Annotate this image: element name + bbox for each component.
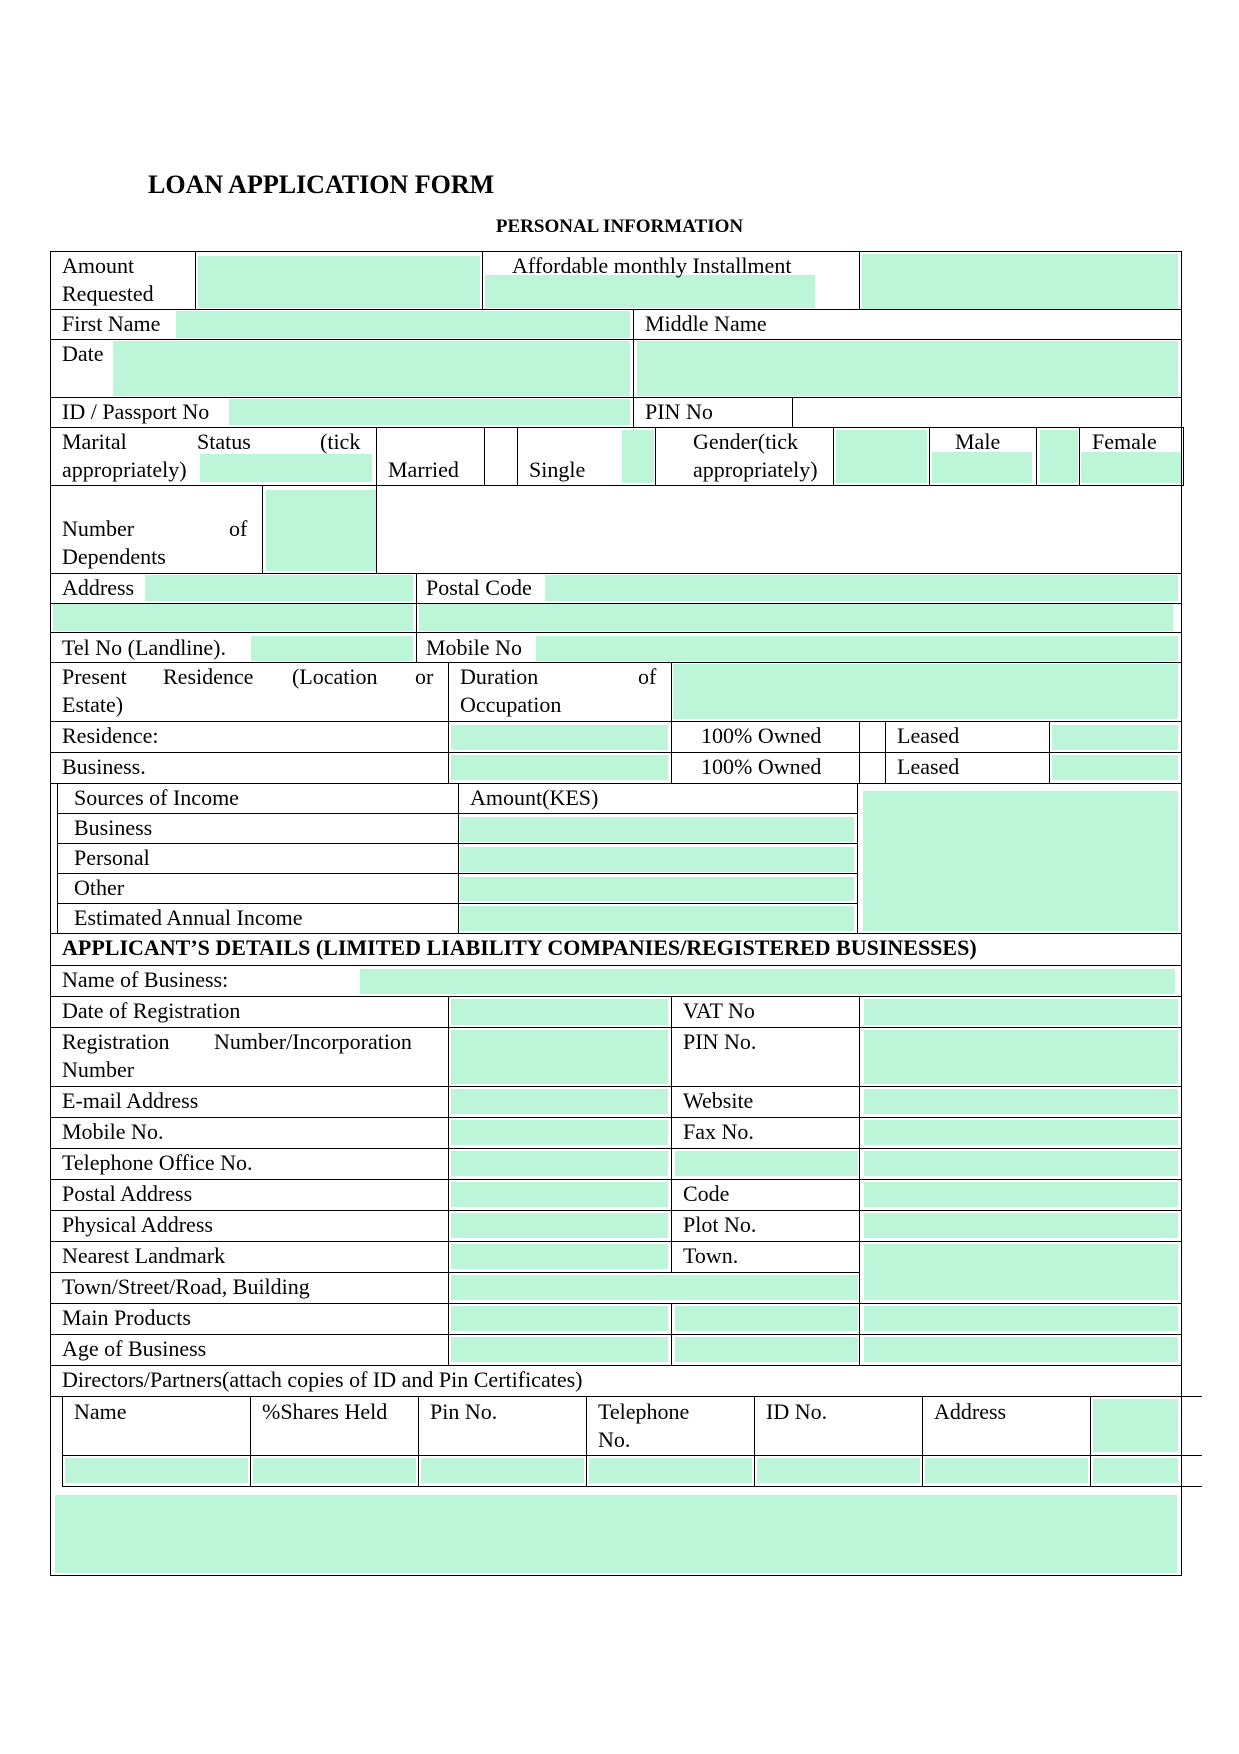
- col-line: [376, 427, 377, 485]
- col-line: [859, 251, 860, 309]
- id-passport-field[interactable]: [229, 399, 630, 425]
- director-col-telephone-line2: No.: [598, 1427, 631, 1452]
- marital-label-b: Status: [197, 429, 251, 454]
- age-of-business-field-c[interactable]: [864, 1337, 1178, 1362]
- main-products-field-b[interactable]: [675, 1306, 858, 1331]
- single-label: Single: [529, 457, 586, 482]
- col-line: [929, 427, 930, 485]
- directors-notes-field[interactable]: [55, 1495, 1177, 1573]
- col-line: [885, 721, 886, 783]
- col-line: [633, 309, 634, 427]
- row-line: [50, 1210, 1182, 1211]
- registration-label-a: Registration: [62, 1029, 170, 1054]
- age-of-business-field[interactable]: [451, 1337, 668, 1362]
- date-label: Date: [62, 341, 104, 366]
- marital-status-field[interactable]: [200, 454, 372, 482]
- income-row-line: [57, 873, 857, 874]
- tel-landline-field[interactable]: [251, 636, 413, 661]
- director-col-line: [586, 1396, 587, 1486]
- pin-no-business-label: PIN No.: [683, 1029, 757, 1054]
- postal-address-field[interactable]: [451, 1182, 668, 1207]
- income-row-line: [57, 813, 857, 814]
- business-leased-field[interactable]: [1052, 755, 1178, 780]
- income-amount-header: Amount(KES): [470, 785, 599, 810]
- registration-label-line2: Number: [62, 1057, 135, 1082]
- row-line: [50, 603, 1182, 604]
- website-field[interactable]: [864, 1089, 1178, 1114]
- director-col-line: [62, 1396, 63, 1486]
- plot-no-label: Plot No.: [683, 1212, 757, 1237]
- income-business-field[interactable]: [460, 817, 854, 842]
- first-name-field[interactable]: [176, 311, 630, 338]
- dependents-label-line2: Dependents: [62, 544, 166, 569]
- col-line: [448, 662, 449, 783]
- middle-name-field[interactable]: [637, 341, 1178, 396]
- main-products-field-c[interactable]: [864, 1306, 1178, 1331]
- female-field[interactable]: [1081, 452, 1181, 483]
- outer-border-bottom: [50, 1575, 1182, 1576]
- director-col-shares: %Shares Held: [262, 1399, 388, 1424]
- nearest-landmark-field[interactable]: [451, 1244, 668, 1269]
- pin-no-business-field[interactable]: [864, 1030, 1178, 1084]
- income-personal-field[interactable]: [460, 847, 854, 872]
- mobile-business-field[interactable]: [451, 1120, 668, 1145]
- row-line: [50, 1117, 1182, 1118]
- gender-field[interactable]: [836, 430, 927, 483]
- address-label: Address: [62, 575, 135, 600]
- director-col-line: [754, 1396, 755, 1486]
- director-col-line: [418, 1396, 419, 1486]
- postal-code-label: Postal Code: [426, 575, 532, 600]
- director-col-pin: Pin No.: [430, 1399, 498, 1424]
- director-pin-cell[interactable]: [421, 1458, 584, 1483]
- code-label: Code: [683, 1181, 730, 1206]
- income-col-line: [458, 783, 459, 933]
- col-line: [671, 996, 672, 1272]
- row-line: [50, 1334, 1182, 1335]
- fax-field[interactable]: [864, 1120, 1178, 1145]
- col-line: [671, 662, 672, 783]
- male-field[interactable]: [932, 452, 1032, 483]
- col-line: [1036, 427, 1037, 485]
- male-label: Male: [955, 429, 1001, 454]
- income-source-header: Sources of Income: [74, 785, 239, 810]
- col-line: [671, 1303, 672, 1365]
- mobile-no-field[interactable]: [536, 636, 1178, 661]
- middle-name-label: Middle Name: [645, 311, 767, 336]
- col-line: [859, 996, 860, 1365]
- director-name-cell[interactable]: [65, 1458, 248, 1483]
- col-line: [1049, 721, 1050, 783]
- income-col-line: [857, 783, 858, 933]
- code-field[interactable]: [864, 1182, 1178, 1207]
- business-owned-label: 100% Owned: [701, 754, 822, 779]
- id-passport-label: ID / Passport No: [62, 399, 210, 424]
- outer-border-right: [1181, 251, 1182, 1575]
- main-products-field[interactable]: [451, 1306, 668, 1331]
- duration-label-a: Duration: [460, 664, 539, 689]
- dependents-label-b: of: [229, 516, 248, 541]
- col-line: [655, 427, 656, 485]
- row-line: [50, 573, 1182, 574]
- col-line: [448, 996, 449, 1365]
- amount-label-line2: Requested: [62, 281, 154, 306]
- director-col-name: Name: [74, 1399, 127, 1424]
- marital-label-c: (tick: [320, 429, 361, 454]
- amount-label-line1: Amount: [62, 253, 135, 278]
- col-line: [1079, 427, 1080, 485]
- duration-occupation-field[interactable]: [673, 664, 1178, 719]
- col-line: [262, 485, 263, 573]
- form-title: LOAN APPLICATION FORM: [148, 170, 495, 199]
- duration-label-line2: Occupation: [460, 692, 562, 717]
- married-label: Married: [388, 457, 459, 482]
- director-shares-cell[interactable]: [253, 1458, 416, 1483]
- director-address-cell[interactable]: [925, 1458, 1088, 1483]
- row-line: [50, 632, 1182, 633]
- col-line: [376, 485, 377, 573]
- physical-address-label: Physical Address: [62, 1212, 213, 1237]
- row-line: [50, 1303, 1182, 1304]
- income-col-line: [57, 783, 58, 933]
- married-tickbox[interactable]: [622, 430, 654, 483]
- residence-field[interactable]: [451, 725, 668, 750]
- director-col-line: [1090, 1396, 1091, 1486]
- present-residence-line2: Estate): [62, 692, 124, 717]
- director-col-line: [250, 1396, 251, 1486]
- business-leased-label: Leased: [897, 754, 960, 779]
- row-line: [50, 309, 1182, 310]
- col-line: [484, 427, 485, 485]
- date-registration-label: Date of Registration: [62, 998, 241, 1023]
- male-tickbox[interactable]: [1040, 430, 1078, 483]
- income-annual-field[interactable]: [460, 906, 854, 931]
- present-residence-word-4: or: [415, 664, 434, 689]
- row-line: [50, 339, 1182, 340]
- income-side-field[interactable]: [863, 791, 1178, 931]
- residence-leased-label: Leased: [897, 723, 960, 748]
- residence-owned-label: 100% Owned: [701, 723, 822, 748]
- registration-label-b: Number/Incorporation: [214, 1029, 412, 1054]
- gender-label-line1: Gender(tick: [693, 429, 799, 454]
- date-field[interactable]: [113, 341, 630, 396]
- director-col-address: Address: [934, 1399, 1007, 1424]
- section-title-personal: PERSONAL INFORMATION: [495, 216, 744, 237]
- mobile-no-label: Mobile No: [426, 635, 522, 660]
- present-residence-word-2: Residence: [163, 664, 254, 689]
- director-col-id: ID No.: [766, 1399, 828, 1424]
- telephone-office-label: Telephone Office No.: [62, 1150, 253, 1175]
- director-address-header-field[interactable]: [1093, 1399, 1178, 1452]
- website-label: Website: [683, 1088, 754, 1113]
- marital-label-a: Marital: [62, 429, 127, 454]
- dependents-field[interactable]: [266, 490, 376, 571]
- gender-label-line2: appropriately): [693, 457, 818, 482]
- vat-no-label: VAT No: [683, 998, 755, 1023]
- email-field[interactable]: [451, 1089, 668, 1114]
- age-of-business-field-b[interactable]: [675, 1337, 858, 1362]
- director-telephone-cell[interactable]: [589, 1458, 752, 1483]
- row-line: [62, 1486, 1202, 1487]
- directors-title: Directors/Partners(attach copies of ID and Pin Certificates): [62, 1367, 583, 1392]
- col-line: [1183, 427, 1184, 485]
- fax-label: Fax No.: [683, 1119, 754, 1144]
- income-row-line: [57, 843, 857, 844]
- town-label: Town.: [683, 1243, 739, 1268]
- col-line: [195, 251, 196, 309]
- registration-number-field[interactable]: [451, 1030, 668, 1084]
- col-line: [416, 573, 417, 662]
- postal-code-line2-field[interactable]: [419, 604, 1173, 631]
- address-line2-field[interactable]: [53, 604, 413, 631]
- mobile-business-label: Mobile No.: [62, 1119, 164, 1144]
- duration-label-b: of: [638, 664, 657, 689]
- female-label: Female: [1092, 429, 1157, 454]
- income-row-personal: Personal: [74, 845, 150, 870]
- row-line: [62, 1455, 1202, 1456]
- income-other-field[interactable]: [460, 877, 854, 901]
- outer-border-left: [50, 251, 51, 1575]
- residence-label: Residence:: [62, 723, 159, 748]
- row-line: [50, 485, 1184, 486]
- pin-no-label: PIN No: [645, 399, 713, 424]
- physical-address-field[interactable]: [451, 1213, 668, 1238]
- amount-requested-field[interactable]: [198, 256, 480, 308]
- telephone-office-field[interactable]: [451, 1151, 668, 1176]
- email-label: E-mail Address: [62, 1088, 199, 1113]
- row-line: [50, 1086, 1182, 1087]
- name-of-business-label: Name of Business:: [62, 967, 229, 992]
- income-row-business: Business: [74, 815, 153, 840]
- telephone-office-field-c[interactable]: [864, 1151, 1178, 1176]
- row-line: [50, 1179, 1182, 1180]
- col-line: [859, 721, 860, 783]
- row-line: [50, 397, 1182, 398]
- col-line: [792, 397, 793, 427]
- income-row-annual: Estimated Annual Income: [74, 905, 303, 930]
- row-line: [50, 721, 1182, 722]
- present-residence-word-3: (Location: [292, 664, 378, 689]
- row-line: [50, 752, 1182, 753]
- residence-leased-field[interactable]: [1052, 725, 1178, 750]
- first-name-label: First Name: [62, 311, 161, 336]
- postal-address-label: Postal Address: [62, 1181, 193, 1206]
- telephone-office-field-b[interactable]: [675, 1151, 858, 1176]
- dependents-label-a: Number: [62, 516, 135, 541]
- col-line: [833, 427, 834, 485]
- business-name-field[interactable]: [360, 969, 1175, 994]
- town-field[interactable]: [864, 1244, 1178, 1300]
- col-line: [482, 251, 483, 309]
- director-id-cell[interactable]: [757, 1458, 920, 1483]
- marital-label-line2: appropriately): [62, 457, 187, 482]
- registration-date-field[interactable]: [451, 999, 668, 1025]
- income-row-other: Other: [74, 875, 125, 900]
- row-line: [50, 1396, 1202, 1397]
- applicant-section-title: APPLICANT’S DETAILS (LIMITED LIABILITY COMPANIES/REGISTERED BUSINESSES): [62, 935, 977, 960]
- present-residence-word-1: Present: [62, 664, 127, 689]
- col-line: [517, 427, 518, 485]
- vat-no-field[interactable]: [864, 999, 1178, 1025]
- affordable-installment-label: Affordable monthly Installment: [512, 253, 792, 278]
- plot-no-field[interactable]: [864, 1213, 1178, 1238]
- town-street-field[interactable]: [451, 1275, 858, 1300]
- postal-code-field[interactable]: [545, 575, 1178, 601]
- main-products-label: Main Products: [62, 1305, 191, 1330]
- nearest-landmark-label: Nearest Landmark: [62, 1243, 226, 1268]
- director-col-line: [922, 1396, 923, 1486]
- tel-landline-label: Tel No (Landline).: [62, 635, 227, 660]
- director-col-telephone: Telephone: [598, 1399, 690, 1424]
- director-extra-cell[interactable]: [1093, 1458, 1178, 1483]
- business-label: Business.: [62, 754, 146, 779]
- address-field[interactable]: [145, 575, 413, 601]
- affordable-installment-field-b[interactable]: [862, 254, 1178, 309]
- business-field[interactable]: [451, 755, 668, 780]
- age-of-business-label: Age of Business: [62, 1336, 207, 1361]
- town-street-label: Town/Street/Road, Building: [62, 1274, 310, 1299]
